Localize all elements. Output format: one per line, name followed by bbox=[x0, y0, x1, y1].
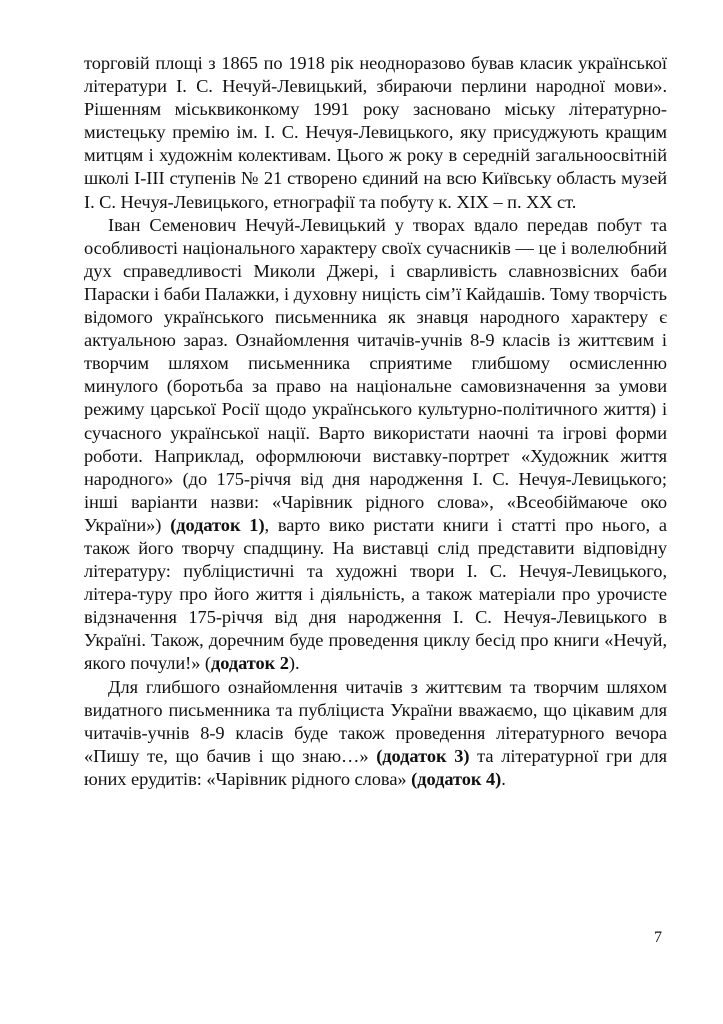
appendix-1-reference: (додаток 1) bbox=[170, 514, 265, 535]
appendix-2-reference: додаток 2 bbox=[211, 653, 289, 674]
paragraph-2-text-2: , варто вико ристати книги і статті про нього, а також його творчу спадщину. На виставці слід представити відповідну літературу: публіцистичні та художні твори І. С. Нечуя-Левицького, літера-туру про його життя і діяльність, а також матеріали про урочисте відзначення 175-річчя від дня народження І. С. Нечуя-Левицького в Україні. Також, доречним буде проведення циклу бесід про книги «Нечуй, якого почули!» ( bbox=[84, 514, 667, 674]
paragraph-3-text-2: та літературної гри для юних ерудитів: «Чарівник рідного слова» bbox=[84, 745, 667, 789]
paragraph-1 bbox=[84, 52, 667, 214]
body-text bbox=[84, 52, 667, 791]
page-number: 7 bbox=[654, 929, 662, 946]
paragraph-3 bbox=[84, 676, 667, 791]
paragraph-2-text-1: Іван Семенович Нечуй-Левицький у творах вдало передав побут та особливості національного характеру своїх сучасників — це і волелюбний дух справедливості Миколи Джері, і сварливість славнозвісних баби Параски і баби Палажки, і духовну ницість сім’ї Кайдашів. Тому творчість відомого українського письменника як знавця народного характеру є актуальною зараз. Ознайомлення читачів-учнів 8-9 класів із життєвим і творчим шляхом письменника сприятиме глибшому осмисленню минулого (боротьба за право на національне самовизначення за умови режиму царської Росії щодо українського культурно-політичного життя) і сучасного української нації. Варто використати наочні та ігрові форми роботи. Наприклад, оформлюючи виставку-портрет «Художник життя народного» (до 175-річчя від дня народження І. С. Нечуя-Левицького; інші варіанти назви: «Чарівник рідного слова», «Всеобіймаюче око України») bbox=[84, 214, 667, 535]
paragraph-1-text: торговій площі з 1865 по 1918 рік неодноразово бував класик української літератури І. С. Нечуй-Левицький, збираючи перлини народної мови». Рішенням міськвиконкому 1991 року засновано міську літературно-мистецьку премію ім. І. С. Нечуя-Левицького, яку присуджують кращим митцям і художнім колективам. Цього ж року в середній загальноосвітній школі І-ІІІ ступенів № 21 створено єдиний на всю Київську область музей І. С. Нечуя-Левицького, етнографії та побуту к. ХІХ – п. ХХ ст. bbox=[84, 53, 667, 212]
paragraph-2-text-3: ). bbox=[288, 653, 300, 674]
paragraph-3-text-1: Для глибшого ознайомлення читачів з життєвим та творчим шляхом видатного письменника та публіциста України вважаємо, що цікавим для читачів-учнів 8-9 класів буде також проведення літературного вечора «Пишу те, що бачив і що знаю…» bbox=[84, 676, 667, 766]
paragraph-2 bbox=[84, 214, 667, 676]
appendix-4-reference: (додаток 4) bbox=[411, 768, 502, 789]
paragraph-3-text-3: . bbox=[501, 768, 506, 789]
appendix-3-reference: (додаток 3) bbox=[376, 745, 470, 766]
